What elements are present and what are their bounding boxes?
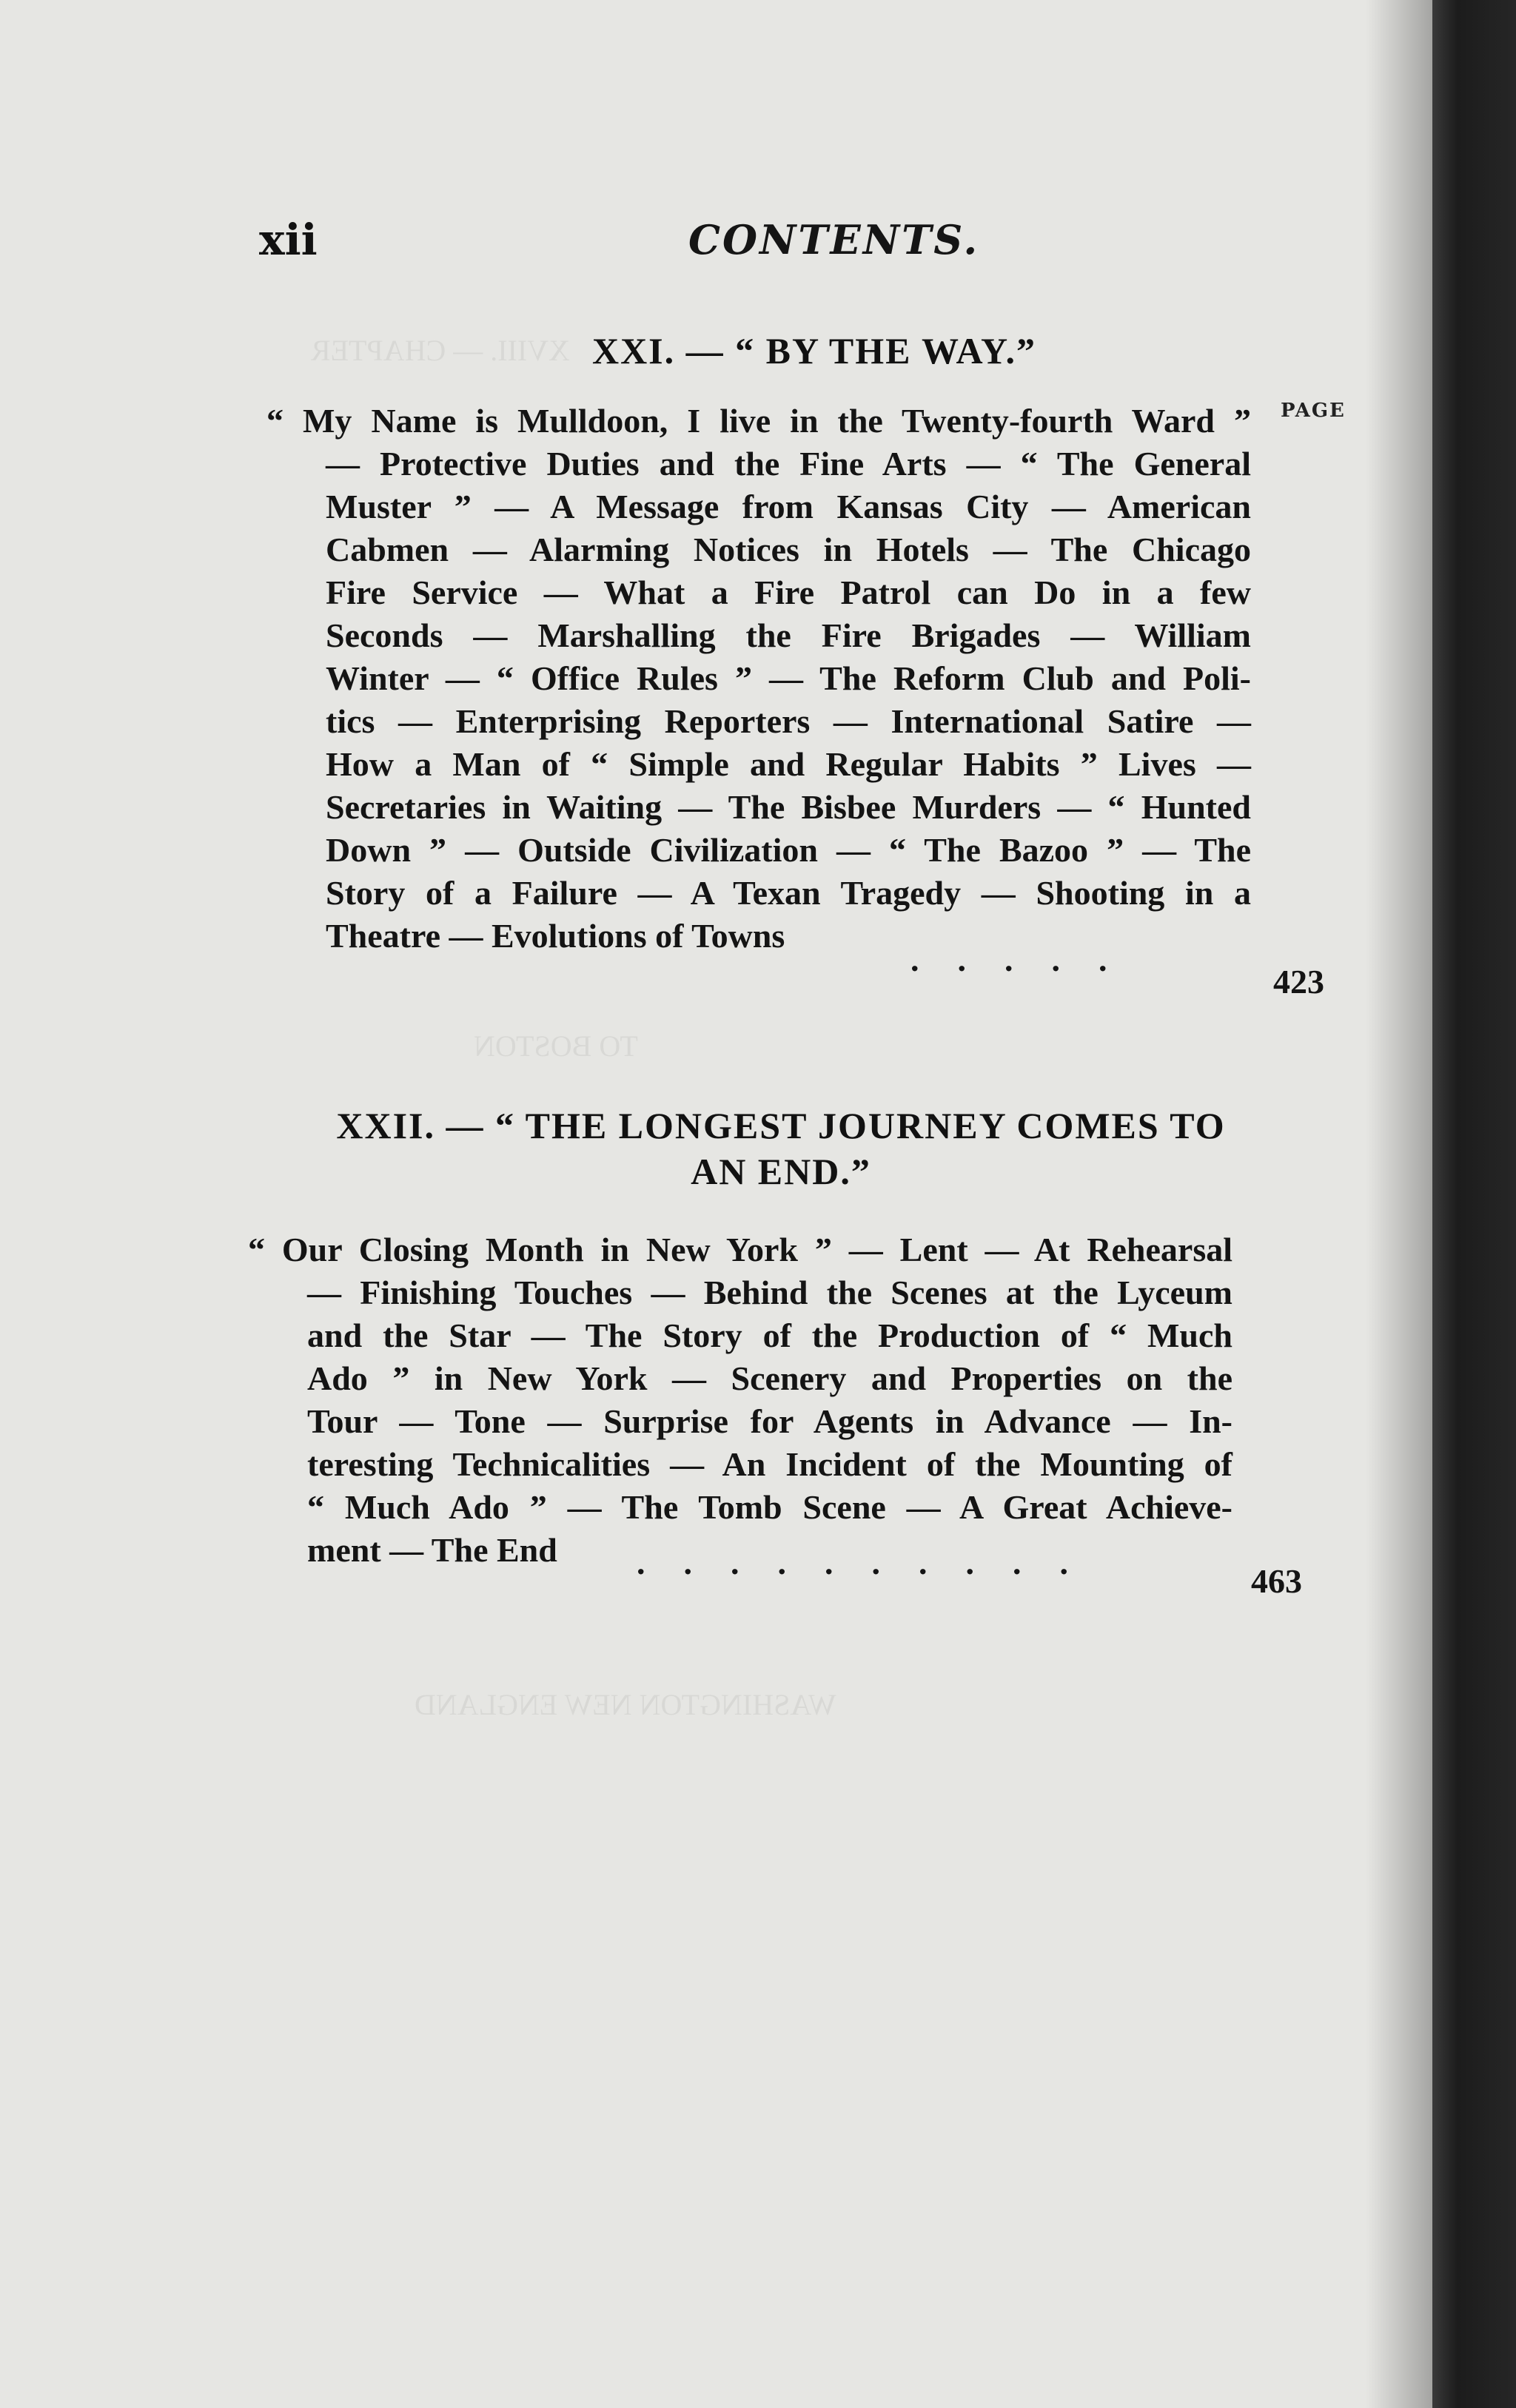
summary-line: How a Man of “ Simple and Regular Habits ” Lives — [326, 745, 1251, 783]
bleed-through-text: XVIII. — CHAPTER [311, 334, 570, 367]
summary-line: and the Star — The Story of the Production of “ Much [307, 1316, 1232, 1354]
bleed-through-text: WASHINGTON NEW ENGLAND [415, 1688, 836, 1721]
chapter-heading-xxii [311, 1103, 1251, 1194]
page-column-label: PAGE [1281, 400, 1346, 422]
summary-line: tics — Enterprising Reporters — International Satire — [326, 702, 1251, 740]
summary-line: Winter — “ Office Rules ” — The Reform Club and Poli- [326, 659, 1251, 697]
summary-line: Muster ” — A Message from Kansas City — American [326, 488, 1251, 525]
summary-line: — Finishing Touches — Behind the Scenes at the Lyceum [307, 1274, 1232, 1311]
summary-line: — Protective Duties and the Fine Arts — “ The General [326, 445, 1251, 482]
running-head [259, 215, 1369, 274]
summary-line: ment — The End [307, 1531, 557, 1569]
page-shadow [1366, 0, 1432, 2408]
dot-leader: .......... [637, 1544, 1107, 1581]
folio: xii [259, 215, 318, 265]
running-title: CONTENTS. [688, 216, 980, 263]
summary-line: teresting Technicalities — An Incident of the Mounting of [307, 1445, 1232, 1483]
summary-line: Ado ” in New York — Scenery and Properties on the [307, 1359, 1232, 1397]
summary-line: Seconds — Marshalling the Fire Brigades — William [326, 616, 1251, 654]
summary-line: Secretaries in Waiting — The Bisbee Murders — “ Hunted [326, 788, 1251, 826]
page-number: 463 [1251, 1562, 1302, 1600]
book-edge [1432, 0, 1516, 2408]
chapter-summary-xxi [266, 400, 1251, 958]
dot-leader: ..... [910, 941, 1146, 978]
summary-line: Story of a Failure — A Texan Tragedy — Shooting in a [326, 874, 1251, 912]
summary-line: Down ” — Outside Civilization — “ The Bazoo ” — The [326, 831, 1251, 869]
summary-line: Theatre — Evolutions of Towns [326, 917, 785, 955]
chapter-heading-xxi [518, 329, 1110, 372]
page-number: 423 [1273, 963, 1324, 1000]
chapter-summary-xxii [248, 1228, 1232, 1572]
summary-line: Tour — Tone — Surprise for Agents in Advance — In- [307, 1402, 1232, 1440]
summary-line: “ Much Ado ” — The Tomb Scene — A Great Achieve- [307, 1488, 1232, 1526]
summary-line: “ My Name is Mulldoon, I live in the Twenty-fourth Ward ” [266, 402, 1251, 440]
summary-line: “ Our Closing Month in New York ” — Lent — At Rehearsal [248, 1231, 1232, 1268]
chapter-heading-line: XXI. — “ BY THE WAY.” [591, 330, 1037, 371]
summary-line: Fire Service — What a Fire Patrol can Do in a few [326, 574, 1251, 611]
bleed-through-text: TO BOSTON [474, 1029, 638, 1063]
summary-line: Cabmen — Alarming Notices in Hotels — The Chicago [326, 531, 1251, 568]
chapter-heading-line: XXII. — “ THE LONGEST JOURNEY COMES TO [336, 1105, 1226, 1146]
chapter-heading-line: AN END.” [691, 1151, 871, 1192]
